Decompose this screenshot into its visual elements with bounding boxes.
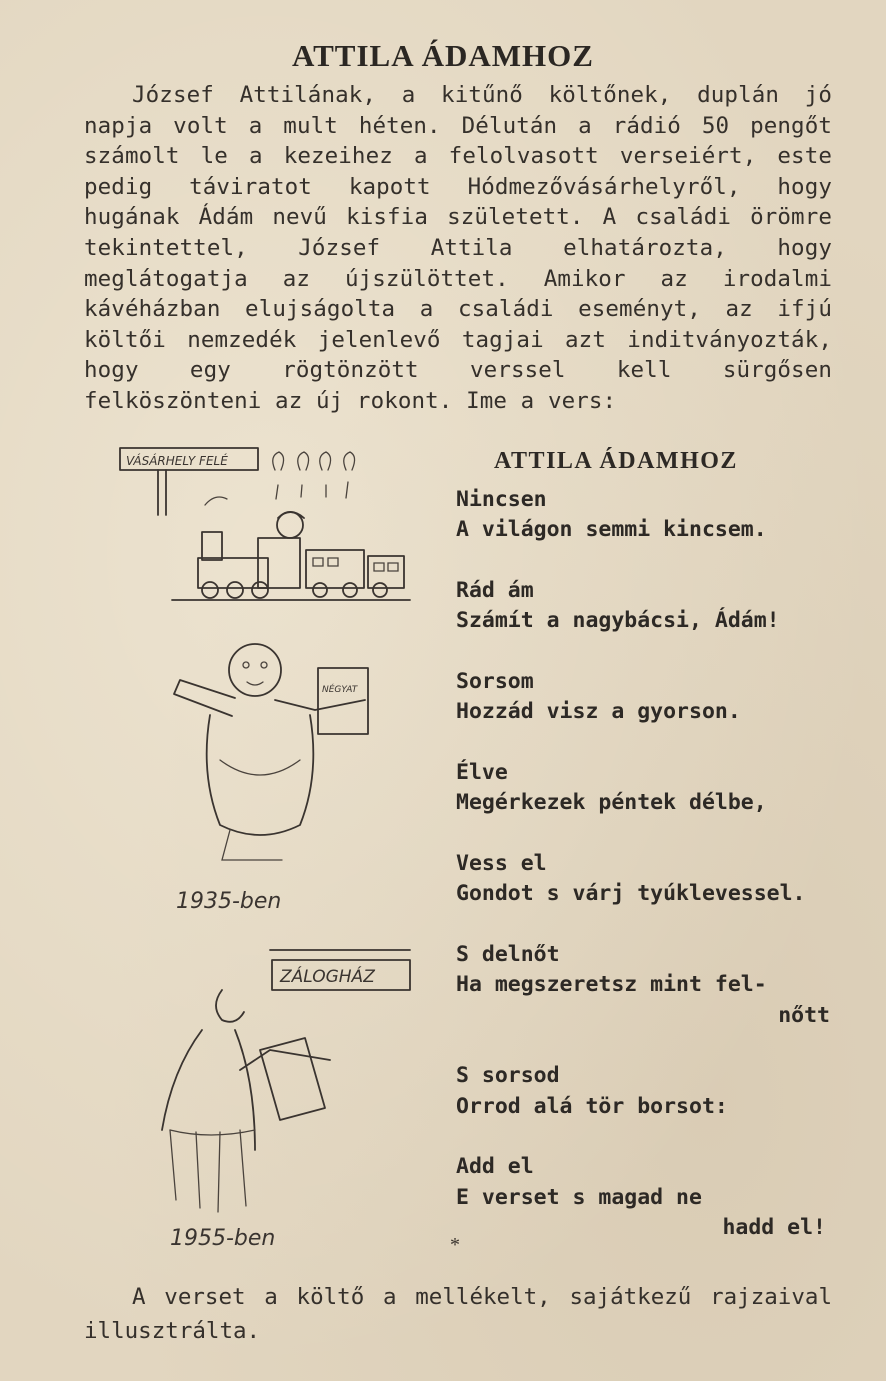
poet-with-newspaper-drawing <box>174 644 368 914</box>
poem-line: Élve <box>456 759 508 785</box>
poem-title: ATTILA ÁDAMHOZ <box>494 448 738 474</box>
poem-line: Megérkezek péntek délbe, <box>456 790 767 815</box>
poem-line: Gondot s várj tyúklevessel. <box>456 881 806 906</box>
poem <box>456 446 836 1274</box>
poem-line: S delnőt <box>456 941 560 967</box>
pawnshop-sign-text: ZÁLOGHÁZ <box>280 967 375 987</box>
stanza-7 <box>456 1061 836 1122</box>
stanza-8 <box>456 1152 836 1244</box>
station-sign-text: VÁSÁRHELY FELÉ <box>126 454 228 468</box>
stanza-1 <box>456 485 836 546</box>
poem-line: Hozzád visz a gyorson. <box>456 699 741 724</box>
poem-line: nőtt <box>778 1002 830 1028</box>
outro-paragraph: A verset a költő a mellékelt, sajátkezű rajzaival illusztrálta. <box>84 1284 832 1344</box>
caption-1935: 1935-ben <box>176 889 282 914</box>
stanza-6 <box>456 940 836 1032</box>
stanza-3 <box>456 667 836 728</box>
ornament-asterisk: * <box>450 1234 460 1256</box>
poem-line: E verset s magad ne <box>456 1184 702 1210</box>
stanza-4 <box>456 758 836 819</box>
poem-line: S sorsod <box>456 1063 560 1088</box>
article-title: ATTILA ÁDAMHOZ <box>292 38 594 73</box>
poem-line: Sorsom <box>456 668 534 694</box>
sketch-illustrations <box>110 430 440 1270</box>
poem-line: Vess el <box>456 850 547 876</box>
caption-1955: 1955-ben <box>170 1226 276 1251</box>
newspaper-text: NÉGYAT <box>322 685 358 695</box>
poem-line: Rád ám <box>456 577 534 603</box>
intro-paragraph: József Attilának, a kitűnő költőnek, duplán jó napja volt a mult héten. Délután a rádió 50 pengőt számolt le a kezeihez a felolvasott verseiért, este pedig táviratot kapott Hódmezővásárhelyről, hogy hugának Ádám nevű kisfia született. A családi örömre tekintettel, József Attila elhatározta, hogy meglátogatja az újszülöttet. Amikor az irodalmi kávéházban elujságolta a családi eseményt, az ifjú költői nemzedék jelenlevő tagjai azt inditványozták, hogy egy rögtönzött verssel kell sürgősen felköszönteni az új rokont. Ime a vers: <box>84 82 832 414</box>
train-drawing <box>120 448 410 600</box>
poem-line: Számít a nagybácsi, Ádám! <box>456 608 780 633</box>
head <box>229 644 281 696</box>
stanza-5 <box>456 849 836 910</box>
poem-line: hadd el! <box>722 1215 826 1240</box>
poem-line: Orrod alá tör borsot: <box>456 1093 728 1119</box>
poem-line: Ha megszeretsz mint fel- <box>456 972 767 997</box>
poem-line: A világon semmi kincsem. <box>456 517 767 542</box>
stanza-2 <box>456 576 836 637</box>
poem-line: Nincsen <box>456 486 547 512</box>
poet-at-pawnshop-drawing <box>162 950 410 1251</box>
poem-line: Add el <box>456 1154 534 1179</box>
